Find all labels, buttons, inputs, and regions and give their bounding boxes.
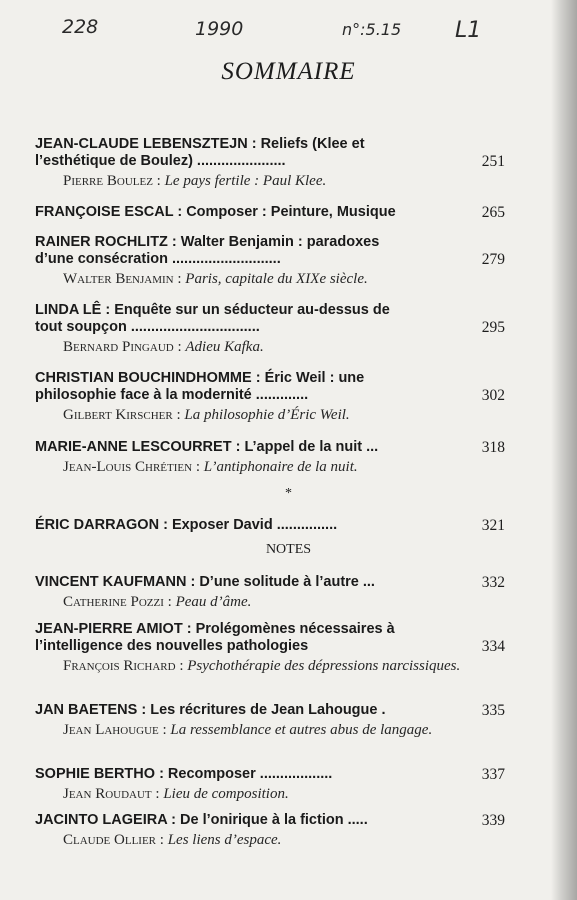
- entry-heading: CHRISTIAN BOUCHINDHOMME : Éric Weil : une philosophie face à la modernité .............: [35, 370, 365, 403]
- page-number: 339: [481, 812, 505, 829]
- section-separator: *: [285, 486, 292, 501]
- page-number: 318: [481, 439, 505, 456]
- entry-heading: VINCENT KAUFMANN : D’une solitude à l’autre ...: [35, 574, 375, 590]
- page-number: 337: [481, 766, 505, 783]
- reference-title: L’antiphonaire de la nuit.: [203, 459, 358, 475]
- entry-reference: Claude Ollier : Les liens d’espace.: [63, 832, 282, 848]
- reference-author: Bernard Pingaud: [63, 339, 174, 355]
- reference-title: Lieu de composition.: [163, 786, 289, 802]
- page-number: 332: [481, 574, 505, 591]
- page-number: 295: [481, 319, 505, 336]
- page-number: 265: [481, 204, 505, 221]
- entry-heading: ÉRIC DARRAGON : Exposer David ...............: [35, 517, 338, 533]
- toc-entry: [35, 621, 505, 675]
- entry-heading: SOPHIE BERTHO : Recomposer ..................: [35, 766, 333, 782]
- reference-title: Adieu Kafka.: [185, 339, 264, 355]
- page-number: 251: [481, 153, 505, 170]
- entry-reference: Jean Lahougue : La ressemblance et autres abus de langage.: [63, 722, 433, 738]
- reference-author: François Richard: [63, 658, 176, 674]
- toc-entry: [35, 574, 505, 611]
- toc-entry: [35, 517, 505, 534]
- reference-title: La ressemblance et autres abus de langage.: [170, 722, 433, 738]
- entry-reference: Jean Roudaut : Lieu de composition.: [63, 786, 289, 802]
- entry-heading: JEAN-PIERRE AMIOT : Prolégomènes nécessaires à l’intelligence des nouvelles pathologies: [35, 621, 395, 654]
- handwritten-number: 228: [62, 16, 99, 38]
- entry-heading: JEAN-CLAUDE LEBENSZTEJN : Reliefs (Klee et l’esthétique de Boulez) ......................: [35, 136, 365, 169]
- toc-entry: [35, 136, 505, 190]
- handwritten-issue: n°:5.15: [342, 20, 402, 39]
- handwritten-code: L1: [455, 18, 482, 43]
- reference-author: Jean Lahougue: [63, 722, 159, 738]
- page-number: 321: [481, 517, 505, 534]
- toc-entry: [35, 302, 505, 356]
- handwritten-year: 1990: [195, 18, 244, 40]
- toc-entry: [35, 812, 505, 849]
- page-number: 334: [481, 638, 505, 655]
- page-title: SOMMAIRE: [221, 58, 356, 85]
- entry-reference: Bernard Pingaud : Adieu Kafka.: [63, 339, 264, 355]
- reference-author: Catherine Pozzi: [63, 594, 164, 610]
- entry-reference: Jean-Louis Chrétien : L’antiphonaire de la nuit.: [63, 459, 358, 475]
- entry-heading: FRANÇOISE ESCAL : Composer : Peinture, Musique: [35, 204, 396, 220]
- reference-author: Jean Roudaut: [63, 786, 152, 802]
- reference-title: Paris, capitale du XIXe siècle.: [185, 271, 368, 287]
- entry-reference: François Richard : Psychothérapie des dépressions narcissiques.: [63, 658, 461, 674]
- reference-title: Les liens d’espace.: [167, 832, 282, 848]
- reference-title: Psychothérapie des dépressions narcissiques.: [187, 658, 461, 674]
- entry-reference: Pierre Boulez : Le pays fertile : Paul Klee.: [63, 173, 327, 189]
- toc-entry: [35, 370, 505, 424]
- reference-author: Gilbert Kirscher: [63, 407, 173, 423]
- reference-title: Le pays fertile : Paul Klee.: [164, 173, 327, 189]
- reference-author: Jean-Louis Chrétien: [63, 459, 193, 475]
- page-number: 302: [481, 387, 505, 404]
- reference-author: Walter Benjamin: [63, 271, 174, 287]
- toc-entry: [35, 766, 505, 803]
- page-number: 335: [481, 702, 505, 719]
- page-number: 279: [481, 251, 505, 268]
- notes-heading: NOTES: [265, 542, 312, 557]
- toc-entry: [35, 234, 505, 288]
- entry-heading: LINDA LÊ : Enquête sur un séducteur au-dessus de tout soupçon ................................: [35, 302, 390, 335]
- entry-reference: Catherine Pozzi : Peau d’âme.: [63, 594, 252, 610]
- toc-entry: [35, 439, 505, 476]
- entry-heading: MARIE-ANNE LESCOURRET : L’appel de la nuit ...: [35, 439, 379, 455]
- entry-heading: JAN BAETENS : Les récritures de Jean Lahougue .: [35, 702, 386, 718]
- entry-reference: Gilbert Kirscher : La philosophie d’Éric Weil.: [63, 407, 350, 423]
- book-gutter-shadow: [551, 0, 577, 900]
- entry-reference: Walter Benjamin : Paris, capitale du XIXe siècle.: [63, 271, 368, 287]
- entry-heading: JACINTO LAGEIRA : De l’onirique à la fiction .....: [35, 812, 368, 828]
- reference-title: La philosophie d’Éric Weil.: [184, 407, 350, 423]
- toc-entry: [35, 702, 505, 739]
- reference-author: Claude Ollier: [63, 832, 157, 848]
- entry-heading: RAINER ROCHLITZ : Walter Benjamin : paradoxes d’une consécration ...........................: [35, 234, 380, 267]
- reference-title: Peau d’âme.: [175, 594, 252, 610]
- toc-entry: [35, 204, 505, 221]
- reference-author: Pierre Boulez: [63, 173, 153, 189]
